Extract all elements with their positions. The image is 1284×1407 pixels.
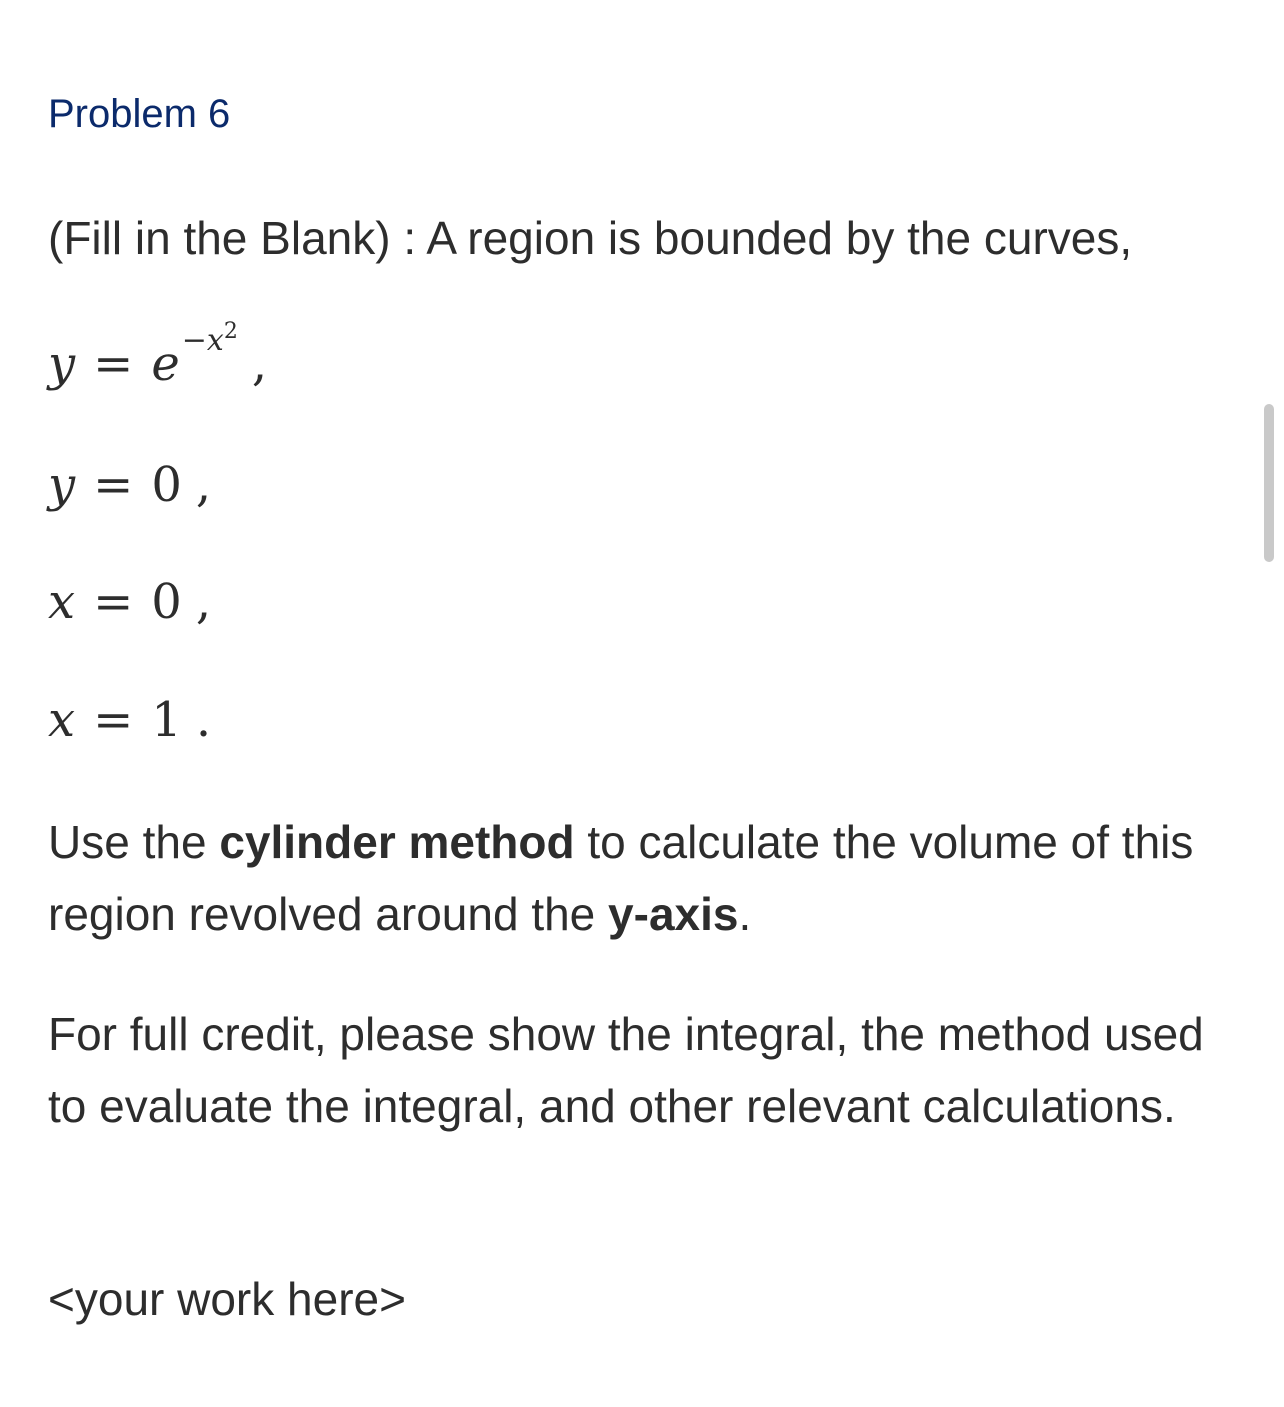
- vertical-scrollbar[interactable]: [1264, 404, 1274, 562]
- instruction-method: [48, 806, 1238, 950]
- equation-1-exponent: [181, 319, 238, 358]
- equation-3-rhs: 0: [151, 574, 182, 630]
- problem-title: Problem 6: [48, 92, 231, 136]
- instruction-method-text-e: .: [738, 888, 752, 940]
- equation-3-op: =: [93, 574, 134, 630]
- equation-1-punct: ,: [251, 336, 268, 392]
- equation-2-punct: ,: [195, 457, 212, 513]
- equation-1-lhs: y: [48, 336, 76, 392]
- equation-2-op: =: [93, 457, 134, 513]
- y-axis-emphasis: y-axis: [608, 888, 739, 940]
- equation-1-base: e: [151, 336, 180, 392]
- work-placeholder[interactable]: <your work here>: [48, 1273, 406, 1325]
- cylinder-method-emphasis: cylinder method: [219, 816, 575, 868]
- equation-4-rhs: 1: [151, 692, 182, 748]
- equation-3: [48, 572, 211, 632]
- equation-1-op: =: [93, 336, 134, 392]
- equation-2: [48, 455, 211, 515]
- equation-4-op: =: [93, 692, 134, 748]
- problem-prompt: (Fill in the Blank) : A region is bounded by the curves,: [48, 212, 1133, 264]
- equation-4-punct: .: [195, 692, 212, 748]
- equation-1-exponent-var: x: [206, 323, 224, 358]
- instruction-method-text-a: Use the: [48, 816, 220, 868]
- equation-2-lhs: y: [48, 457, 76, 513]
- equation-1-exponent-sign: −: [181, 323, 207, 358]
- instruction-method-text-c: to calculate the volume of this region revolved around the: [48, 816, 1194, 940]
- equation-3-punct: ,: [195, 574, 212, 630]
- equation-1-exponent-power: 2: [223, 319, 238, 344]
- equation-2-rhs: 0: [151, 457, 182, 513]
- equation-3-lhs: x: [48, 574, 76, 630]
- equation-1: [48, 319, 268, 404]
- equation-4: [48, 690, 211, 750]
- instruction-full-credit: For full credit, please show the integral, the method used to evaluate the integral, and other relevant calculations.: [48, 1008, 1204, 1132]
- equation-4-lhs: x: [48, 692, 76, 748]
